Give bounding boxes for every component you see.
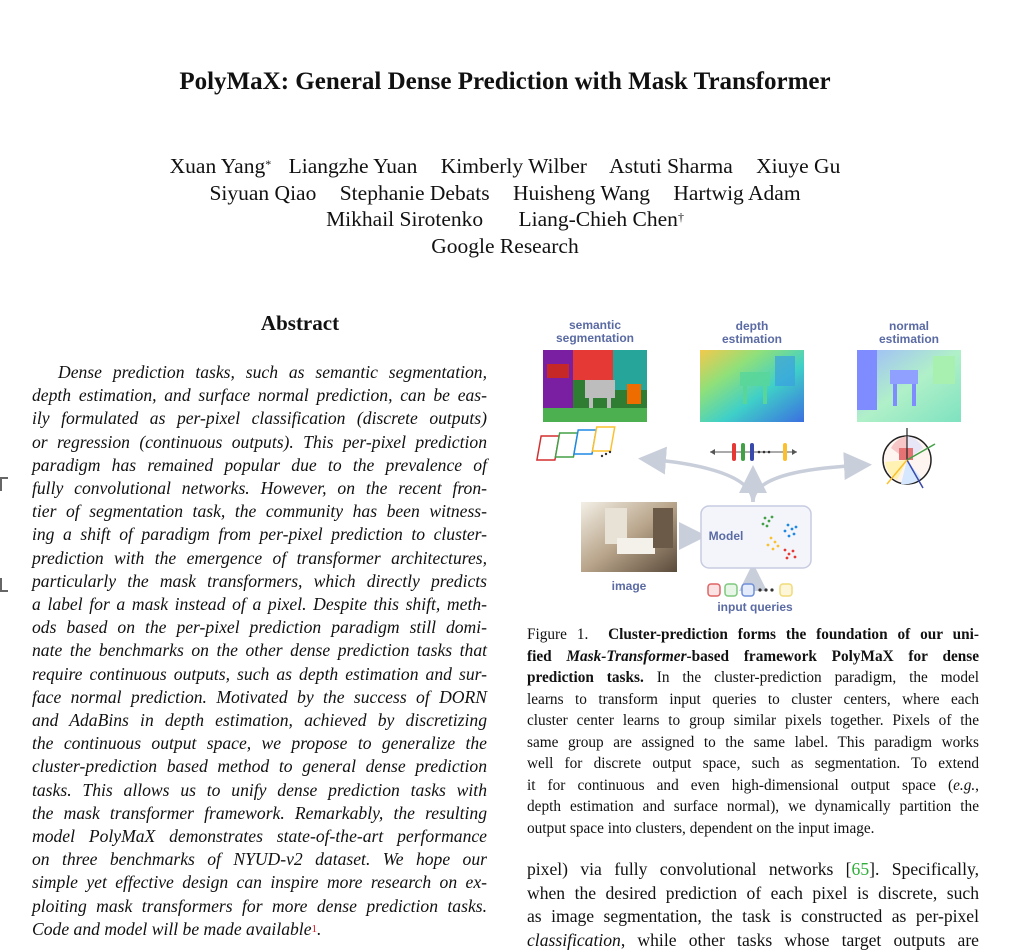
abstract-line: require continuous outputs, such as depth estimation and sur- [32, 663, 487, 684]
abstract-line: on three benchmarks of NYUD-v2 dataset. We hope our [32, 849, 487, 870]
semantic-segmentation-image [543, 350, 647, 422]
caption-text: In the cluster-prediction paradigm, the model [643, 669, 980, 686]
abstract-line: model PolyMaX demonstrates state-of-the-art performance [32, 826, 487, 847]
caption-line: cluster center learns to group similar pixels together. Pixels of the [527, 712, 979, 729]
caption-line: same group are assigned to the same label. This paradigm works [527, 733, 979, 751]
abstract-line [32, 918, 487, 941]
normal-sphere-icon [883, 428, 935, 488]
abstract-line: the mask transformer framework. Remarkably, the resulting [32, 802, 487, 823]
caption-line [527, 667, 979, 689]
body-line: when the desired prediction of each pixel is discrete, such [527, 882, 979, 903]
author-name: Liang-Chieh Chen [518, 207, 678, 231]
author-name: Huisheng Wang [512, 180, 650, 205]
label-input-queries: input queries [717, 600, 793, 614]
author-name: Liangzhe Yuan [288, 154, 418, 178]
footnote-link[interactable]: 1 [311, 922, 317, 935]
abstract-period: . [317, 918, 322, 939]
abstract-line: a label for a mask instead of a pixel. Despite this shift, meth- [32, 594, 487, 615]
caption-line: learns to transform input queries to cluster centers, where each [527, 690, 979, 708]
abstract-line: face normal prediction. Motivated by the success of DORN [32, 686, 487, 707]
caption-text: it for continuous and even high-dimensional output space ( [527, 776, 954, 794]
abstract-line: ods based on the per-pixel prediction paradigm still domi- [32, 617, 487, 638]
label-model: Model [708, 529, 744, 543]
abstract-line: Dense prediction tasks, such as semantic segmentation, [58, 362, 487, 382]
abstract-line: depth estimation, and surface normal prediction, can be eas- [32, 385, 487, 406]
body-text [527, 858, 979, 952]
input-image-photo [581, 502, 677, 572]
caption-line [527, 775, 979, 797]
depth-estimation-image [700, 350, 804, 422]
authors-line-2 [0, 180, 1010, 207]
label-semantic-segmentation: semantic segmentation [555, 318, 634, 345]
caption-italic: e.g. [953, 776, 976, 794]
figure-1 [535, 312, 975, 617]
abstract-line: ily formulated as per-pixel classification (discrete outputs) [32, 408, 487, 429]
abstract-heading: Abstract [260, 311, 340, 335]
author-block [0, 153, 1010, 259]
authors-line-1 [0, 153, 1010, 180]
abstract-last-text: Code and model will be made available [32, 918, 312, 939]
body-text-part: pixel) via fully convolutional networks [ [527, 859, 852, 879]
body-text-part: ]. Specifically, [869, 859, 980, 879]
crop-mark-top [0, 477, 8, 491]
author-name: Astuti Sharma [609, 154, 733, 178]
citation-link[interactable]: 65 [851, 859, 870, 879]
caption-line: output space into clusters, dependent on the input image. [527, 819, 875, 837]
caption-bold: prediction tasks. [527, 669, 644, 686]
paper-title: PolyMaX: General Dense Prediction with Mask Transformer [179, 68, 831, 95]
abstract-line: particularly the mask transformers, which directly predicts [32, 570, 487, 591]
label-image: image [611, 579, 647, 593]
author-name: Xuan Yang [169, 154, 266, 178]
caption-line: depth estimation and surface normal), we dynamically partition the [527, 798, 979, 815]
author-mark: * [265, 157, 272, 171]
abstract-line: cluster-prediction based method to general dense prediction [32, 756, 487, 777]
abstract-line: and AdaBins in depth estimation, achieved by discretizing [32, 710, 487, 731]
abstract-line: nate the benchmarks on the other dense prediction tasks that [32, 640, 487, 661]
abstract-line: paradigm has remained popular due to the prevalence of [32, 454, 487, 475]
abstract-text [32, 361, 487, 941]
abstract-line: simple yet effective design can inspire more research on ex- [32, 872, 487, 893]
mask-icons [537, 427, 615, 460]
abstract-line: tasks. This allows us to unify dense prediction tasks with [32, 779, 487, 800]
author-name: Mikhail Sirotenko [326, 207, 484, 231]
caption-bold: fied [527, 647, 567, 665]
caption-label: Figure 1. [527, 626, 589, 643]
caption-italic: Mask-Transformer [566, 647, 687, 665]
caption-text: , [975, 776, 979, 794]
caption-line [527, 646, 979, 668]
normal-estimation-image [857, 350, 961, 422]
author-name: Siyuan Qiao [209, 180, 317, 205]
author-name: Stephanie Debats [339, 180, 490, 205]
label-normal-estimation: normal estimation [878, 319, 939, 346]
author-name: Hartwig Adam [673, 180, 801, 205]
label-depth-estimation: depth estimation [721, 319, 782, 346]
authors-line-3 [0, 206, 1010, 233]
abstract-line: fully convolutional networks. However, on the recent fron- [32, 478, 487, 499]
body-text-part: , while other tasks whose target outputs are [620, 929, 979, 950]
caption-bold: -based framework PolyMaX for dense [686, 647, 980, 665]
abstract-line: tier of segmentation task, the community has been witness- [32, 501, 487, 522]
caption-line [527, 624, 979, 646]
depth-bins-icon [710, 443, 797, 461]
body-italic: classification [527, 929, 621, 950]
caption-bold: Cluster-prediction forms the foundation of our uni- [608, 626, 979, 643]
author-name: Xiuye Gu [756, 154, 841, 178]
abstract-line: ploiting mask transformers for more dense prediction tasks. [32, 895, 487, 916]
body-line [527, 929, 979, 952]
crop-mark-bottom [0, 578, 8, 592]
input-query-squares [708, 584, 792, 596]
caption-line: well for discrete output space, such as segmentation. To extend [527, 755, 979, 772]
abstract-line: the continuous output space, we propose to generalize the [32, 733, 487, 754]
body-line [527, 858, 979, 882]
figure-diagram [535, 312, 975, 617]
affiliation: Google Research [431, 233, 579, 258]
author-name: Kimberly Wilber [440, 154, 587, 178]
abstract-line: or regression (continuous outputs). This per-pixel prediction [32, 431, 487, 452]
body-line: as image segmentation, the task is constructed as per-pixel [527, 906, 979, 926]
abstract-line: prediction with the emergence of transformer architectures, [32, 547, 487, 568]
abstract-line: ing a shift of paradigm from per-pixel prediction to cluster- [32, 524, 487, 545]
author-mark: † [677, 210, 684, 224]
figure-caption [527, 624, 979, 839]
